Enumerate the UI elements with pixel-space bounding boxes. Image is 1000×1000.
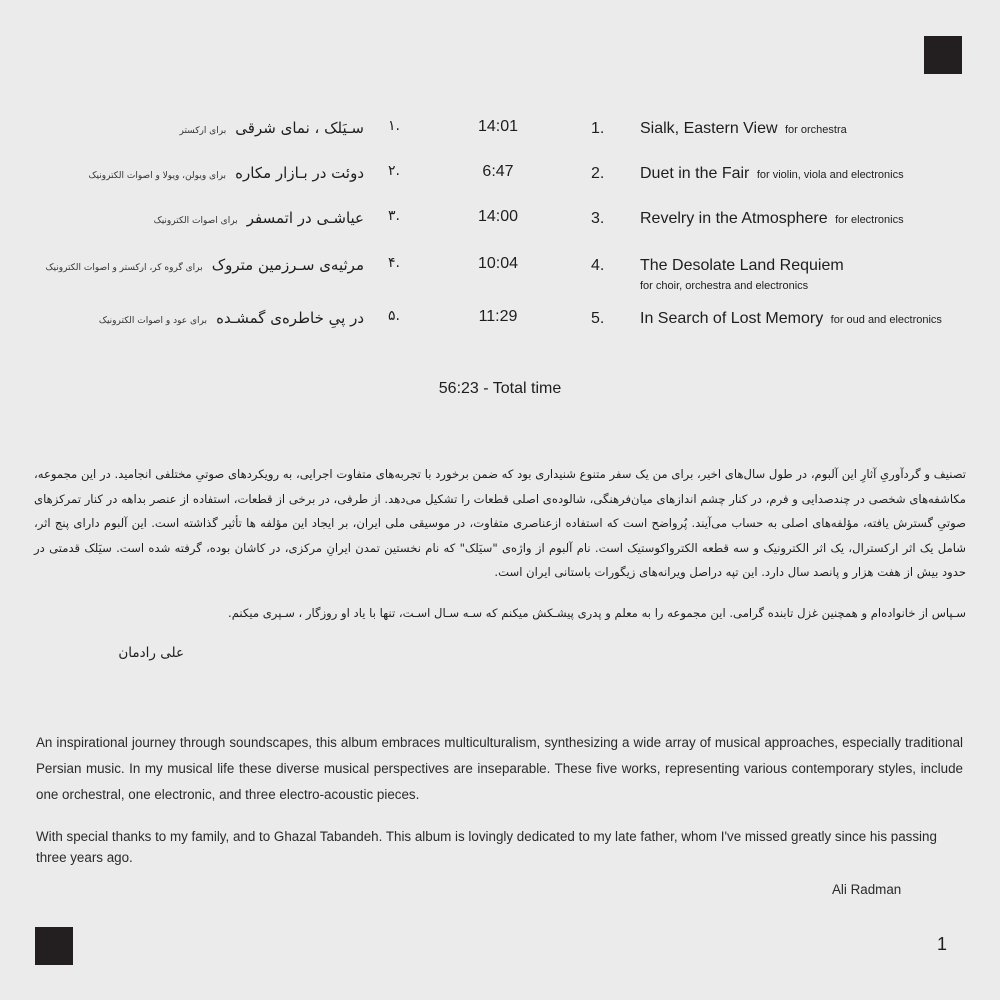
track-fa-subtitle: برای اصوات الکترونیک: [153, 216, 238, 226]
track-duration: 10:04: [477, 255, 519, 272]
track-en-title: [640, 210, 904, 228]
track-en-main-title: The Desolate Land Requiem: [640, 257, 844, 274]
track-fa-number: .۲: [388, 163, 400, 179]
persian-signature: علی رادمان: [118, 645, 184, 661]
track-fa-title: [99, 308, 364, 327]
track-fa-title: [154, 208, 364, 227]
track-fa-number: .۱: [388, 118, 400, 134]
track-row: [0, 255, 1000, 301]
track-en-subtitle: for violin, viola and electronics: [756, 169, 904, 181]
corner-square-bottom-left: [35, 927, 73, 965]
track-en-subtitle: for electronics: [835, 214, 904, 226]
track-en-main-title: Revelry in the Atmosphere: [640, 210, 828, 227]
track-fa-title: [88, 163, 364, 182]
track-en-subtitle: for oud and electronics: [830, 314, 942, 326]
track-en-main-title: Sialk, Eastern View: [640, 120, 778, 137]
track-en-title: [640, 165, 904, 183]
track-fa-subtitle: برای ویولن، ویولا و اصوات الکترونیک: [88, 171, 227, 181]
track-row: [0, 208, 1000, 248]
track-fa-main-title: عیاشـی در اتمسفر: [246, 209, 364, 227]
track-row: [0, 118, 1000, 158]
track-row: [0, 308, 1000, 348]
track-en-number: 5.: [591, 310, 605, 327]
track-duration: 14:00: [477, 208, 519, 225]
track-en-number: 4.: [591, 257, 605, 274]
track-en-number: 2.: [591, 165, 605, 182]
track-fa-number: .۳: [388, 208, 400, 224]
page-number: 1: [937, 934, 948, 954]
track-en-title: [640, 310, 942, 328]
track-fa-main-title: در پیِ خاطره‌ی گمشـده: [216, 309, 364, 327]
track-duration: 11:29: [478, 308, 518, 325]
track-en-title: [640, 257, 844, 292]
track-en-title: [640, 120, 847, 138]
track-en-number: 3.: [591, 210, 605, 227]
track-fa-number: .۵: [388, 308, 400, 324]
english-acknowledgement: With special thanks to my family, and to Ghazal Tabandeh. This album is lovingly dedicated to my late father, whom I've missed greatly since his passing three years ago.: [36, 829, 937, 865]
track-fa-main-title: دوئت در بـازار مکاره: [235, 164, 364, 182]
track-en-main-title: Duet in the Fair: [640, 165, 750, 182]
track-fa-title: [45, 255, 364, 274]
persian-liner-notes: تصنیف و گردآوریِ آثارِ این آلبوم، در طول سال‌های اخیر، برای من یک سفر متنوع شنیداری بود که ضمن برخورد با تجربه‌های متفاوت اجرایی، به رویکردهای صوتیِ مختلفی انجامید. در این مجموعه، مکاشفه‌های شخصی در چندصدایی و فرم، در کنار چشم اندازهای میان‌فرهنگی، شالوده‌ی اصلی قطعات را تشکیل می‌دهد. از طرفی، در برخی از قطعات، استفاده از عنصر بداهه در کنار تمرکزهای صوتیِ گسترش یافته، مؤلفه‌های اصلی به حساب می‌آیند. پُرواضح است که استفاده ازعناصری متفاوت، در موسیقی ملی ایران، بر ایجاد این مؤلفه ها تأثیر گذاشته است. این آلبوم دارای پنج اثر، شامل یک اثر ارکسترال، یک اثر الکترونیک و سه قطعه الکترواکوستیک است. نام آلبوم از واژه‌ی "سیَلک" که نام نخستین تمدن ایرانِ مرکزی، در کاشان بوده، گرفته شده است. سیَلک قدمتی در حدود بیش از هفت هزار و پانصد سال دارد. این تپه دراصل ویرانه‌های زیگورات باستانی ایران است.: [34, 467, 966, 579]
track-duration: 6:47: [482, 163, 514, 180]
track-fa-main-title: مرثیه‌ی سـرزمین متروک: [211, 256, 364, 274]
track-en-main-title: In Search of Lost Memory: [640, 310, 824, 327]
persian-acknowledgement: سـپاس از خانواده‌ام و همچنین غزل تابنده گرامی. این مجموعه را به معلم و پدری پیشـکش میکنم که سـه سـال اسـت، تنها با یاد او روزگار ، سـپری میکنم.: [228, 606, 966, 620]
corner-square-top-right: [924, 36, 962, 74]
track-en-subtitle: for orchestra: [785, 124, 847, 136]
english-signature: Ali Radman: [832, 882, 902, 897]
track-fa-title: [179, 118, 364, 137]
track-en-subtitle: for choir, orchestra and electronics: [640, 280, 809, 292]
track-fa-subtitle: برای گروه کر، ارکستر و اصوات الکترونیک: [45, 263, 203, 273]
track-duration: 14:01: [477, 118, 519, 135]
track-row: [0, 163, 1000, 203]
track-fa-number: .۴: [388, 255, 400, 271]
track-fa-main-title: سـیَلک ، نمای شرقی: [235, 119, 364, 137]
track-fa-subtitle: برای عود و اصوات الکترونیک: [98, 316, 208, 326]
track-en-number: 1.: [591, 120, 605, 137]
english-liner-notes: An inspirational journey through soundscapes, this album embraces multiculturalism, synthesizing a wide array of musical approaches, especially traditional Persian music. In my musical life these diverse musical perspectives are inseparable. These five works, representing various contemporary styles, include one orchestral, one electronic, and three electro-acoustic pieces.: [36, 735, 963, 802]
track-fa-subtitle: برای ارکستر: [179, 126, 227, 136]
total-time: 56:23 - Total time: [438, 380, 562, 397]
